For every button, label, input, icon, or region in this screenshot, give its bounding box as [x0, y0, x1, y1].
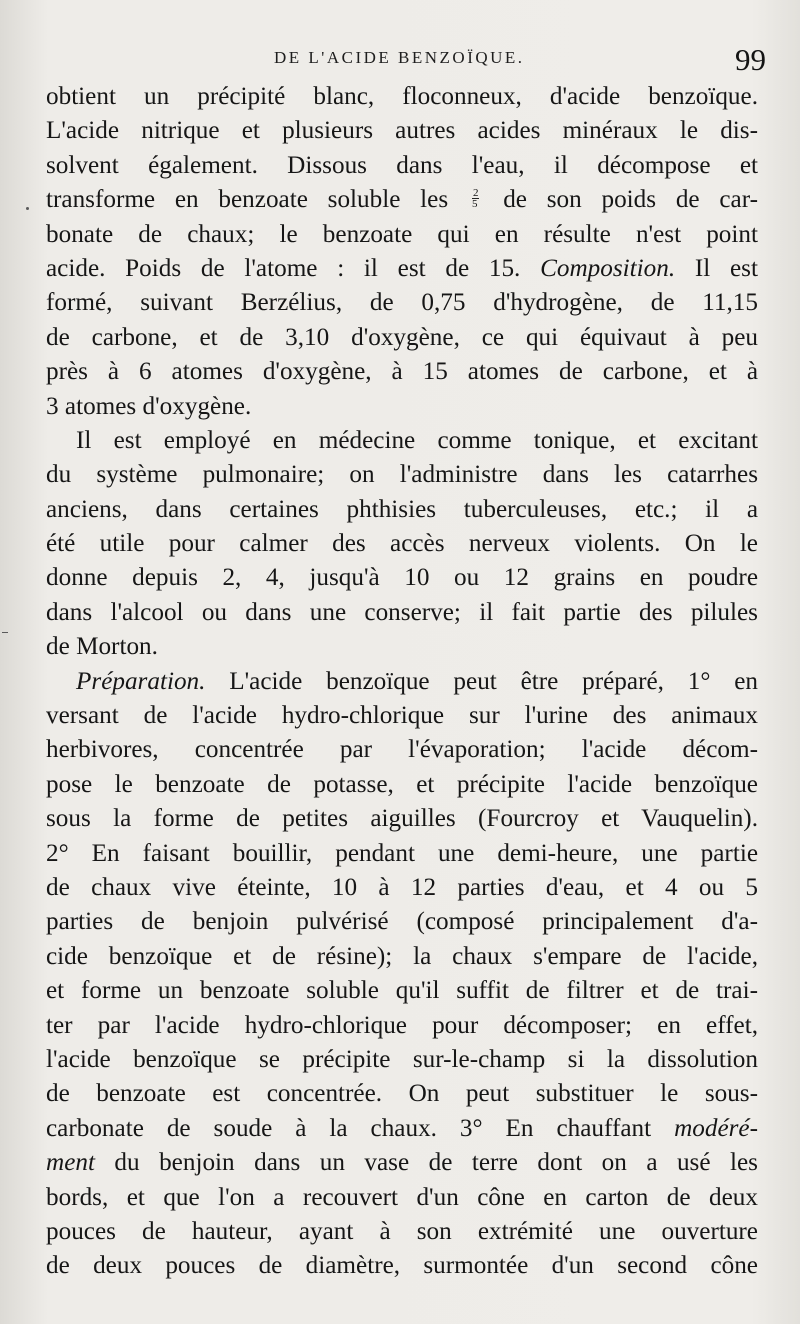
text-run: Il est	[675, 254, 758, 282]
text-line	[46, 768, 758, 802]
text-run: cide benzoïque et de résine); la chaux s'empare de l'acide,	[46, 942, 758, 970]
margin-mark	[2, 632, 8, 633]
text-line	[46, 1112, 758, 1146]
text-run: parties de benjoin pulvérisé (composé principalement d'a-	[46, 908, 758, 936]
text-run: et forme un benzoate soluble qu'il suffit de filtrer et de trai-	[46, 977, 758, 1005]
text-run: du système pulmonaire; on l'administre dans les catarrhes	[46, 461, 758, 489]
text-line	[46, 1215, 758, 1249]
fraction-numerator: 2	[472, 186, 479, 199]
text-run: obtient un précipité blanc, floconneux, d'acide benzoïque.	[46, 83, 758, 110]
text-line	[46, 218, 758, 252]
text-line	[46, 80, 758, 114]
text-line	[46, 527, 758, 561]
text-run: versant de l'acide hydro-chlorique sur l'urine des animaux	[46, 702, 758, 730]
text-line	[46, 974, 758, 1008]
text-line	[46, 1181, 758, 1215]
text-run: solvent également. Dissous dans l'eau, il décompose et	[46, 151, 758, 179]
text-line	[46, 802, 758, 836]
text-line	[46, 355, 758, 389]
text-line	[46, 871, 758, 905]
italic-run: modéré-	[674, 1114, 758, 1142]
italic-run: Composition.	[540, 254, 676, 282]
text-line	[46, 458, 758, 492]
text-run: l'acide benzoïque se précipite sur-le-champ si la dissolution	[46, 1045, 758, 1073]
text-run: bonate de chaux; le benzoate qui en résulte n'est point	[46, 220, 758, 248]
text-line	[46, 630, 758, 664]
text-line	[46, 665, 758, 699]
text-line	[46, 1009, 758, 1043]
text-line	[46, 905, 758, 939]
text-run: bords, et que l'on a recouvert d'un cône en carton de deux	[46, 1183, 758, 1211]
text-run: Il est employé en médecine comme tonique, et excitant	[76, 426, 758, 454]
text-run: anciens, dans certaines phthisies tuberculeuses, etc.; il a	[46, 495, 758, 523]
text-run: de chaux vive éteinte, 10 à 12 parties d'eau, et 4 ou 5	[46, 873, 758, 901]
running-title: DE L'ACIDE BENZOÏQUE.	[274, 48, 525, 67]
text-run: L'acide benzoïque peut être préparé, 1° en	[205, 667, 758, 695]
text-run: du benjoin dans un vase de terre dont on a usé les	[94, 1149, 758, 1177]
text-run: de deux pouces de diamètre, surmontée d'un second cône	[46, 1252, 758, 1280]
text-line	[46, 1249, 758, 1283]
text-line	[46, 114, 758, 148]
text-line	[46, 252, 758, 286]
paragraph	[46, 665, 758, 1284]
text-run: carbonate de soude à la chaux. 3° En chauffant	[46, 1114, 675, 1142]
text-run: ter par l'acide hydro-chlorique pour décomposer; en effet,	[46, 1011, 758, 1039]
text-run: pouces de hauteur, ayant à son extrémité une ouverture	[46, 1217, 758, 1245]
page-header	[46, 42, 766, 82]
text-run: dans l'alcool ou dans une conserve; il fait partie des pilules	[46, 598, 758, 626]
text-line	[46, 596, 758, 630]
text-run: acide. Poids de l'atome : il est de 15.	[46, 254, 541, 282]
text-run: herbivores, concentrée par l'évaporation; l'acide décom-	[46, 736, 758, 764]
text-run: pose le benzoate de potasse, et précipite l'acide benzoïque	[46, 770, 758, 798]
fraction	[472, 188, 480, 209]
text-line	[46, 1043, 758, 1077]
text-line	[46, 493, 758, 527]
text-run: donne depuis 2, 4, jusqu'à 10 ou 12 grains en poudre	[46, 564, 758, 592]
text-line	[46, 940, 758, 974]
text-line	[46, 424, 758, 458]
text-run: sous la forme de petites aiguilles (Fourcroy et Vauquelin).	[46, 805, 758, 833]
text-run: de carbone, et de 3,10 d'oxygène, ce qui équivaut à peu	[46, 323, 758, 351]
text-line	[46, 699, 758, 733]
text-run: de son poids de car-	[483, 186, 759, 214]
text-run: 3 atomes d'oxygène.	[46, 392, 252, 420]
body-text	[46, 80, 758, 1284]
text-line	[46, 733, 758, 767]
text-run: de Morton.	[46, 633, 158, 661]
text-run: été utile pour calmer des accès nerveux violents. On le	[46, 530, 758, 558]
text-run: L'acide nitrique et plusieurs autres acides minéraux le dis-	[46, 117, 758, 145]
text-run: transforme en benzoate soluble les	[46, 186, 468, 214]
italic-run: ment	[46, 1149, 95, 1177]
italic-run: Préparation.	[76, 667, 206, 695]
text-run: formé, suivant Berzélius, de 0,75 d'hydrogène, de 11,15	[46, 289, 758, 317]
text-run: de benzoate est concentrée. On peut substituer le sous-	[46, 1080, 758, 1108]
fraction-denominator: 5	[471, 197, 478, 210]
text-line	[46, 837, 758, 871]
text-run: 2° En faisant bouillir, pendant une demi-heure, une partie	[46, 839, 758, 867]
paragraph	[46, 424, 758, 665]
margin-mark	[26, 207, 29, 210]
page-number: 99	[735, 42, 766, 77]
text-line	[46, 1146, 758, 1180]
text-run: près à 6 atomes d'oxygène, à 15 atomes de carbone, et à	[46, 358, 758, 386]
text-line	[46, 561, 758, 595]
text-line	[46, 390, 758, 424]
text-line	[46, 321, 758, 355]
text-line	[46, 183, 758, 217]
paragraph	[46, 80, 758, 424]
text-line	[46, 149, 758, 183]
text-line	[46, 1077, 758, 1111]
text-line	[46, 286, 758, 320]
